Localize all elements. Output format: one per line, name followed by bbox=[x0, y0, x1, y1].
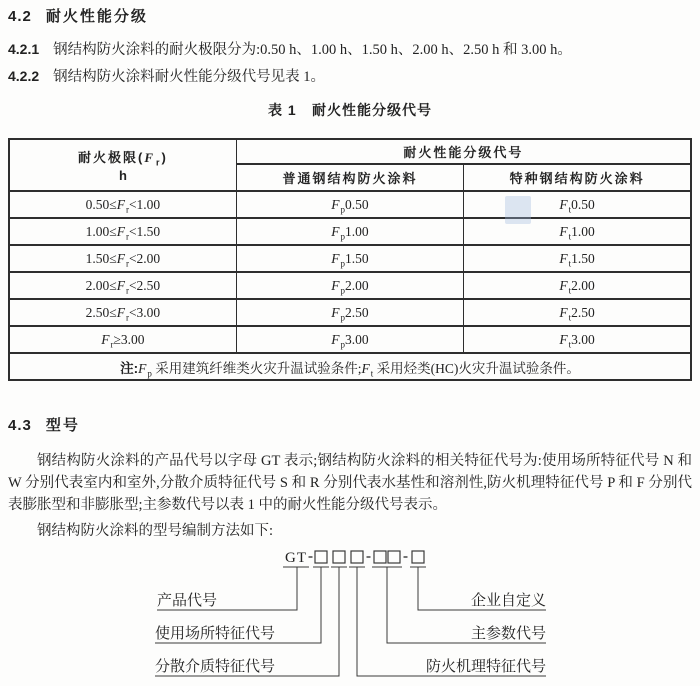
fire-limit-cell: $F_r\ge 3.00$ bbox=[9, 326, 236, 353]
label-dispersion-medium-code: 分散介质特征代号 bbox=[155, 659, 276, 675]
section-number: 4.2 bbox=[8, 8, 32, 25]
table-body bbox=[9, 191, 691, 353]
fire-limit-cell: $0.50\le F_r<1.00$ bbox=[9, 191, 236, 218]
clause-number: 4.2.1 bbox=[8, 41, 40, 57]
special-code-cell: $F_t1.50$ bbox=[464, 245, 691, 272]
table-note-row bbox=[9, 353, 691, 380]
section-title: 耐火性能分级 bbox=[45, 8, 148, 25]
fire-limit-header bbox=[9, 139, 236, 191]
fire-limit-cell: $2.00\le F_r<2.50$ bbox=[9, 272, 236, 299]
section-title: 型号 bbox=[45, 417, 80, 434]
label-main-parameter-code: 主参数代号 bbox=[470, 626, 546, 642]
ordinary-code-cell: $F_p2.00$ bbox=[236, 272, 463, 299]
code-box-main-param-1 bbox=[374, 551, 386, 563]
model-designation-diagram bbox=[8, 549, 692, 681]
clause-number: 4.2.2 bbox=[8, 68, 40, 84]
fire-limit-unit: h bbox=[118, 168, 127, 183]
fire-classification-table bbox=[8, 138, 692, 381]
clause-4-2-1 bbox=[8, 39, 692, 60]
label-enterprise-defined: 企业自定义 bbox=[470, 593, 546, 609]
code-box-place bbox=[315, 551, 327, 563]
fire-limit-header-text: 耐火极限$(F_r)$ bbox=[77, 150, 168, 168]
special-code-cell: $F_t0.50$ bbox=[464, 191, 691, 218]
special-code-cell: $F_t2.00$ bbox=[464, 272, 691, 299]
clause-text: 钢结构防火涂料的耐火极限分为:0.50 h、1.00 h、1.50 h、2.00 h、2.50 h 和 3.00 h。 bbox=[53, 42, 572, 58]
table-row bbox=[9, 326, 691, 353]
table-row bbox=[9, 218, 691, 245]
special-coating-header: 特种钢结构防火涂料 bbox=[464, 164, 691, 191]
code-box-mechanism bbox=[351, 551, 363, 563]
table-foot bbox=[9, 353, 691, 380]
section-number: 4.3 bbox=[8, 417, 32, 434]
model-description-paragraph: 钢结构防火涂料的产品代号以字母 GT 表示;钢结构防火涂料的相关特征代号为:使用场所特征代号 N 和 W 分别代表室内和室外,分散介质特征代号 S 和 R 分别代表水基性和溶剂性,防火机理特征代号 P 和 F 分别代表膨胀型和非膨胀型;主参数代号以表 1 中的耐火性能分级代号表示。 bbox=[8, 453, 692, 513]
table-caption-title: 耐火性能分级代号 bbox=[312, 102, 433, 118]
formula-prefix-gt: GT bbox=[285, 550, 307, 566]
label-place-code: 使用场所特征代号 bbox=[155, 626, 276, 642]
ordinary-code-cell: $F_p2.50$ bbox=[236, 299, 463, 326]
special-code-cell: $F_t3.00$ bbox=[464, 326, 691, 353]
table-row bbox=[9, 191, 691, 218]
ordinary-code-cell: $F_p0.50$ bbox=[236, 191, 463, 218]
clause-4-2-2 bbox=[8, 66, 692, 87]
table-header-row-1 bbox=[9, 139, 691, 164]
section-4-2-heading bbox=[8, 8, 692, 26]
section-4-3-heading bbox=[8, 417, 692, 435]
label-product-code: 产品代号 bbox=[157, 593, 218, 609]
fire-limit-cell: $2.50\le F_r<3.00$ bbox=[9, 299, 236, 326]
clause-text: 钢结构防火涂料耐火性能分级代号见表 1。 bbox=[53, 69, 326, 85]
table-caption-label: 表 1 bbox=[267, 102, 297, 118]
ordinary-coating-header: 普通钢结构防火涂料 bbox=[236, 164, 463, 191]
table-note: 注$:F_p$ 采用建筑纤维类火灾升温试验条件$;F_t$ 采用烃类(HC)火灾升温试验条件。 bbox=[9, 353, 691, 380]
label-fire-mechanism-code: 防火机理特征代号 bbox=[425, 659, 546, 675]
ordinary-code-cell: $F_p1.00$ bbox=[236, 218, 463, 245]
special-code-cell: $F_t1.00$ bbox=[464, 218, 691, 245]
table-row bbox=[9, 272, 691, 299]
fire-limit-cell: $1.50\le F_r<2.00$ bbox=[9, 245, 236, 272]
classification-group-header: 耐火性能分级代号 bbox=[236, 139, 691, 164]
table-row bbox=[9, 245, 691, 272]
table-row bbox=[9, 299, 691, 326]
ordinary-code-cell: $F_p1.50$ bbox=[236, 245, 463, 272]
code-box-main-param-2 bbox=[388, 551, 400, 563]
code-box-medium bbox=[333, 551, 345, 563]
fire-limit-cell: $1.00\le F_r<1.50$ bbox=[9, 218, 236, 245]
model-method-line: 钢结构防火涂料的型号编制方法如下: bbox=[37, 523, 274, 539]
table-head bbox=[9, 139, 691, 191]
special-code-cell: $F_t2.50$ bbox=[464, 299, 691, 326]
code-box-enterprise bbox=[412, 551, 424, 563]
table-caption bbox=[8, 100, 692, 120]
ordinary-code-cell: $F_p3.00$ bbox=[236, 326, 463, 353]
